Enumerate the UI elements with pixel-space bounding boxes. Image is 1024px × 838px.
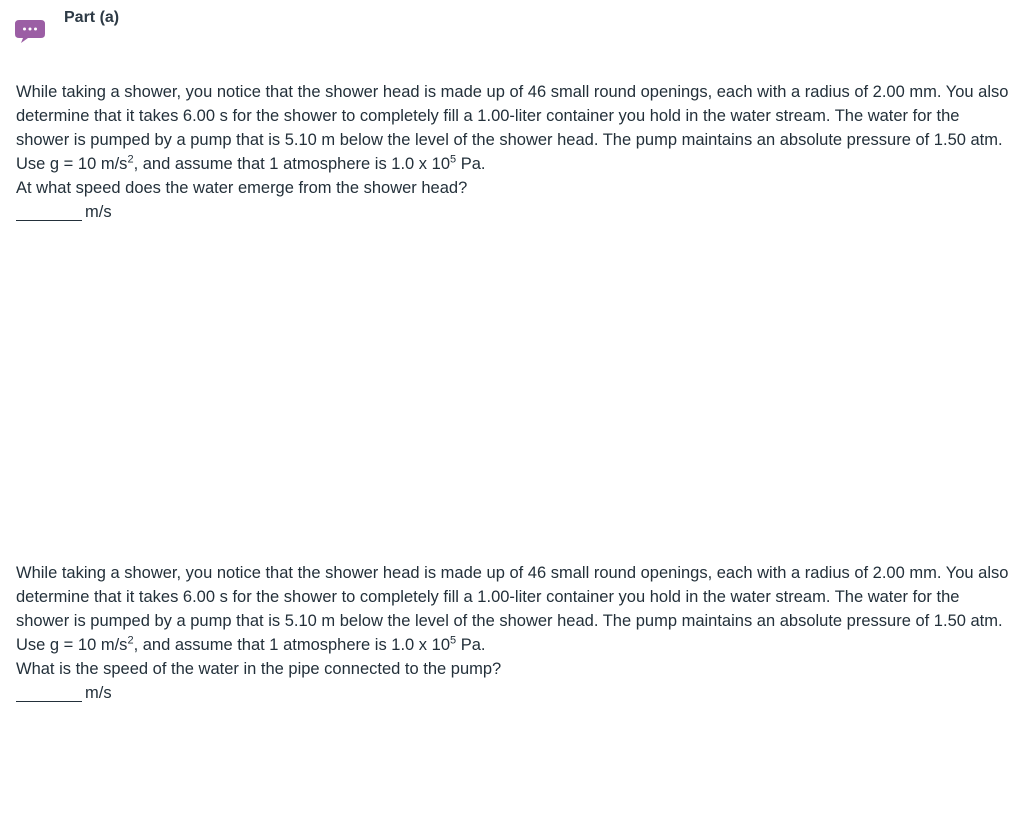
answer-line: [16, 681, 1010, 705]
question-text: While taking a shower, you notice that the shower head is made up of 46 small round openings, each with a radius of 2.00 mm. You also determine that it takes 6.00 s for the shower to completely fill a 1.00-liter container you hold in the water stream. The water for the shower is pumped by a pump that is 5.10 m below the level of the shower head. The pump maintains an absolute pressure of 1.50 atm. Use g = 10 $m/s^2$, and assume that 1 atmosphere is 1.0 x $10^5$ Pa.: [16, 564, 1009, 654]
question-prompt: At what speed does the water emerge from the shower head?: [16, 179, 468, 197]
chat-bubble-icon[interactable]: [14, 18, 46, 44]
answer-line: [16, 200, 1010, 224]
answer-blank[interactable]: [16, 204, 82, 221]
question-text: While taking a shower, you notice that the shower head is made up of 46 small round openings, each with a radius of 2.00 mm. You also determine that it takes 6.00 s for the shower to completely fill a 1.00-liter container you hold in the water stream. The water for the shower is pumped by a pump that is 5.10 m below the level of the shower head. The pump maintains an absolute pressure of 1.50 atm. Use g = 10 $m/s^2$, and assume that 1 atmosphere is 1.0 x $10^5$ Pa.: [16, 83, 1009, 173]
question-block-1: [16, 80, 1010, 224]
answer-unit: m/s: [85, 684, 112, 702]
question-block-2: [16, 561, 1010, 705]
part-title: Part (a): [64, 9, 120, 26]
question-prompt: What is the speed of the water in the pipe connected to the pump?: [16, 660, 502, 678]
part-header: [14, 6, 994, 46]
answer-unit: m/s: [85, 203, 112, 221]
answer-blank[interactable]: [16, 685, 82, 702]
